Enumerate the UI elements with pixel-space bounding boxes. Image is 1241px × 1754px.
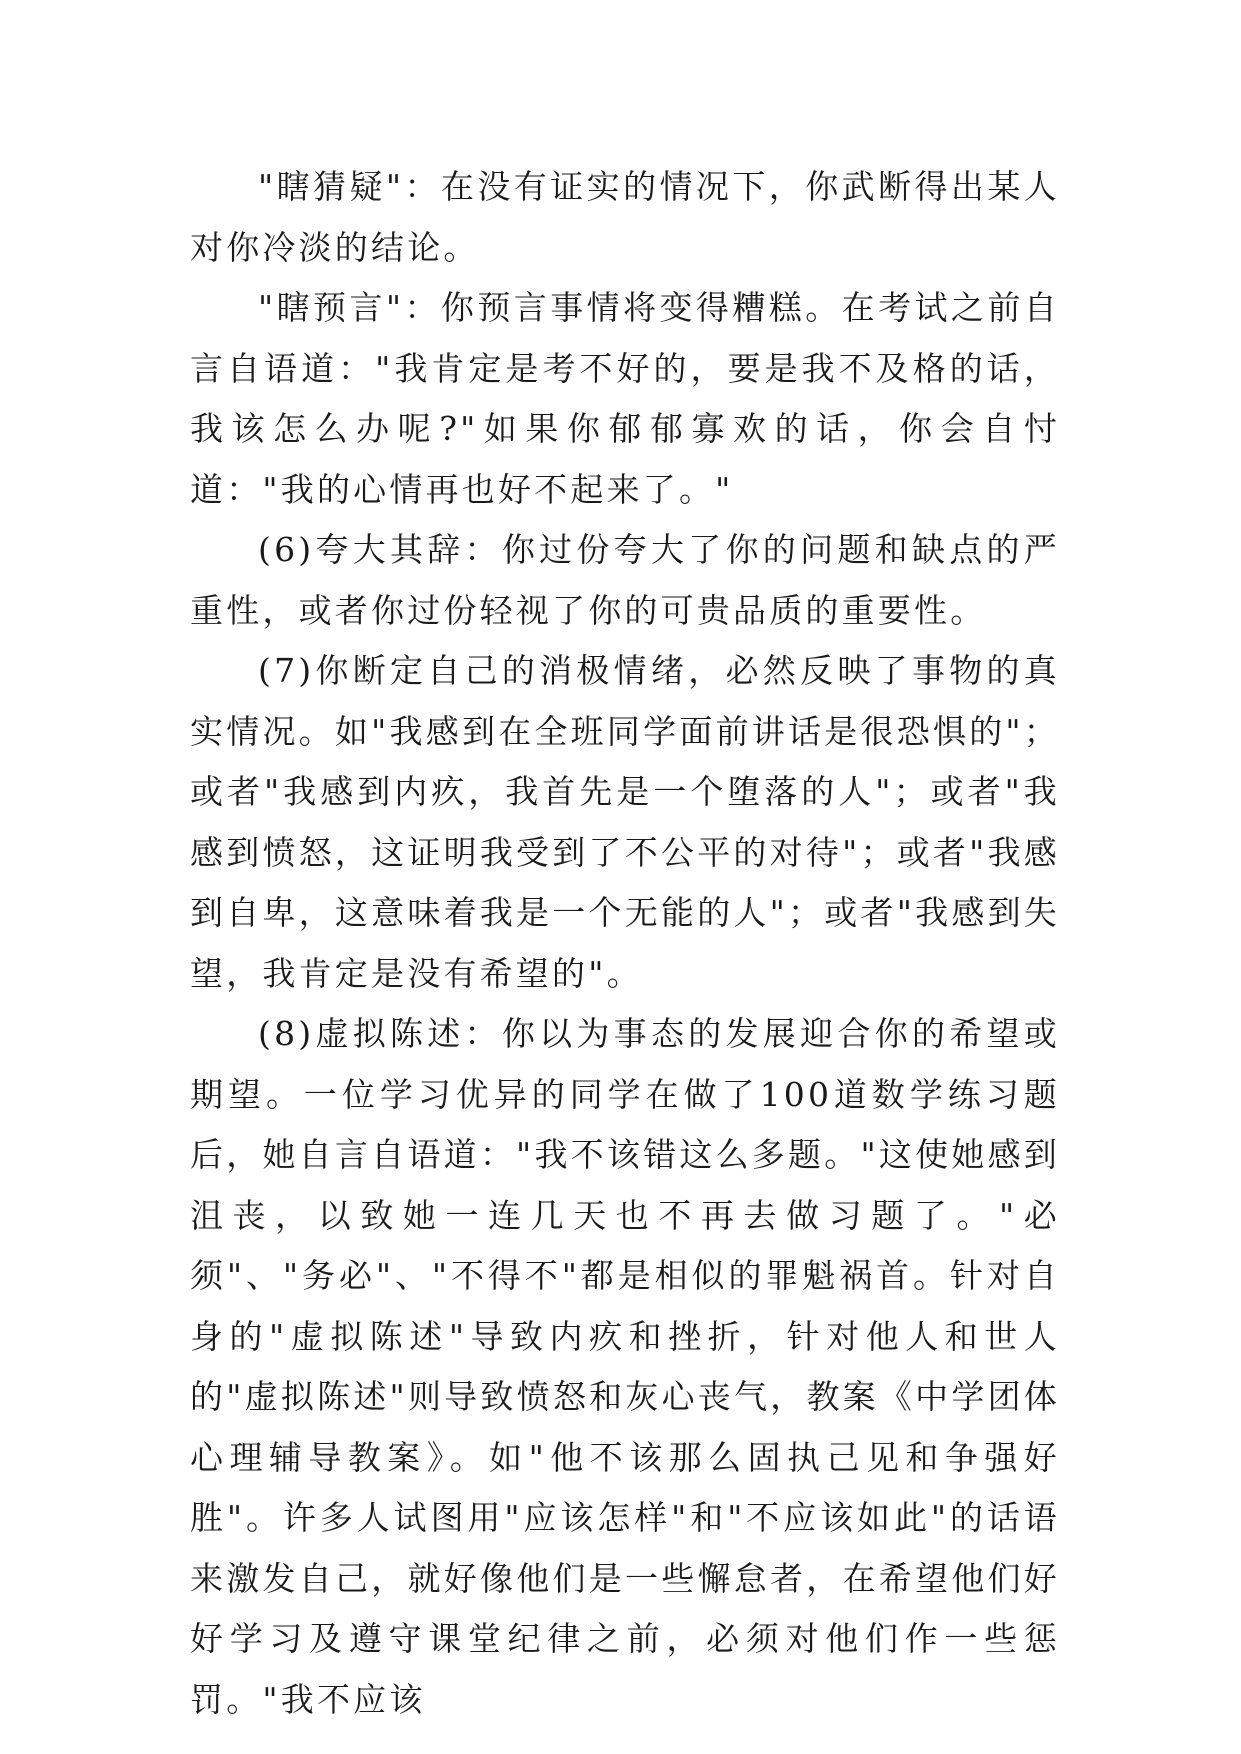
paragraph-prediction: "瞎预言"：你预言事情将变得糟糕。在考试之前自言自语道："我肯定是考不好的，要是我不及格的话，我该怎么办呢?"如果你郁郁寡欢的话，你会自忖道："我的心情再也好不起来了。" bbox=[190, 288, 1060, 509]
paragraph-should-statements: (8)虚拟陈述：你以为事态的发展迎合你的希望或期望。一位学习优异的同学在做了100道数学练习题后，她自言自语道："我不该错这么多题。"这使她感到沮丧，以致她一连几天也不再去做习题了。"必须"、"务必"、"不得不"都是相似的罪魁祸首。针对自身的"虚拟陈述"导致内疚和挫折，针对他人和世人的"虚拟陈述"则导致愤怒和灰心丧气，教案《中学团体心理辅导教案》。如"他不该那么固执己见和争强好胜"。许多人试图用"应该怎样"和"不应该如此"的话语来激发自己，就好像他们是一些懈怠者，在希望他们好好学习及遵守课堂纪律之前，必须对他们作一些惩罚。"我不应该 bbox=[190, 1014, 1060, 1719]
paragraph-guessing: "瞎猜疑"：在没有证实的情况下，你武断得出某人对你冷淡的结论。 bbox=[190, 167, 1060, 267]
document-body bbox=[190, 157, 1060, 1730]
paragraph-emotional-reasoning: (7)你断定自己的消极情绪，必然反映了事物的真实情况。如"我感到在全班同学面前讲话是很恐惧的"；或者"我感到内疚，我首先是一个堕落的人"；或者"我感到愤怒，这证明我受到了不公平的对待"；或者"我感到自卑，这意味着我是一个无能的人"；或者"我感到失望，我肯定是没有希望的"。 bbox=[190, 651, 1060, 993]
paragraph-exaggeration: (6)夸大其辞：你过份夸大了你的问题和缺点的严重性，或者你过份轻视了你的可贵品质的重要性。 bbox=[190, 530, 1060, 630]
